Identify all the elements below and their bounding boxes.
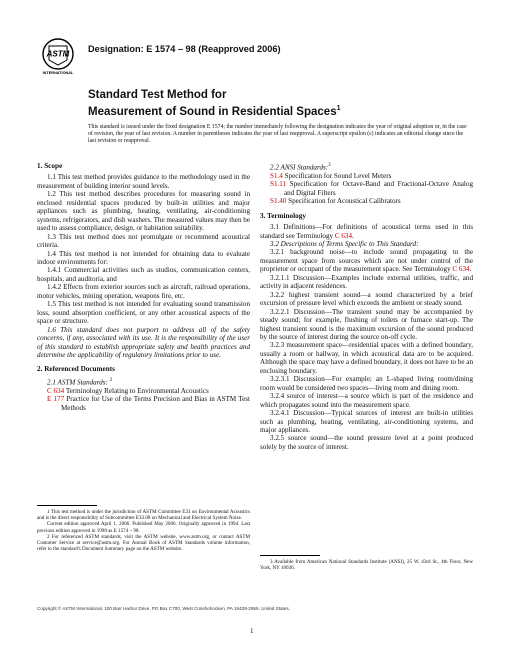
para-1-4-1: 1.4.1 Commercial activities such as studios, communication centers, hospitals, and auditoria, and [37, 266, 250, 283]
document-title [88, 89, 341, 119]
ansi-s1-4: S1.4 Specification for Sound Level Meters [270, 171, 392, 180]
link-s1-11[interactable]: S1.11 [270, 180, 287, 189]
link-s1-40[interactable]: S1.40 [270, 197, 287, 206]
footnote-1: 1 This test method is under the jurisdiction of ASTM Committee E33 on Environmental Acoustics and is the direct responsibility of Subcommittee E33.08 on Mechanical and Electrical System Noise. [37, 509, 250, 522]
title-line-2: Measurement of Sound in Residential Spaces$^1$ [88, 105, 341, 118]
astm-logo-graphic [40, 38, 76, 76]
ansi-s1-40: S1.40 Specification for Acoustical Calibrators [270, 197, 401, 206]
para-3-2-1: 3.2.1 background noise—to include sound propagating to the measurement space from sources which are not under control of the proprietor or occupant of the measurement space. See Terminology C 634. [260, 248, 473, 274]
reference-e177: E 177 Practice for Use of the Terms Precision and Bias in ASTM Test Methods [47, 395, 250, 412]
link-c634[interactable]: C 634 [47, 386, 65, 395]
para-1-5: 1.5 This test method is not intended for evaluating sound transmission loss, sound absorption coefficient, or any other acoustical aspects of the space or structure. [37, 300, 250, 326]
para-2-2: 2.2 ANSI Standards:$^3$ [270, 163, 331, 172]
para-3-2-2-1: 3.2.2.1 Discussion—The transient sound may be accompanied by steady sound; for example, flushing of toilets or furnace start-up. The highest transient sound is the maximum excursion of the sound produced by the source of interest during the source on-off cycle. [260, 307, 473, 341]
right-column [260, 162, 473, 451]
para-1-2: 1.2 This test method describes procedures for measuring sound in enclosed residential spaces produced by built-in utilities and major appliances such as plumbing, heating, ventilating, air-conditioning systems, refrigerators, and dish washers. The measured values may then be used to assess compliance, design, or habitation suitability. [37, 190, 250, 233]
para-1-1: 1.1 This test method provides guidance to the methodology used in the measurement of building interior sound levels. [37, 173, 250, 190]
ansi-s1-11: S1.11 Specification for Octave-Band and Fractional-Octave Analog and Digital Filters [270, 180, 473, 197]
scope-heading: 1. Scope [37, 162, 63, 170]
para-3-2-2: 3.2.2 highest transient sound—a sound characterized by a brief excursion of pressure level which exceeds the ambient or steady sound. [260, 290, 473, 308]
link-c634-3-2-1[interactable]: C 634 [452, 265, 470, 274]
para-3-2-5: 3.2.5 source sound—the sound pressure level at a point produced solely by the source of interest. [260, 434, 473, 451]
left-column [37, 162, 250, 412]
para-2-1: 2.1 ASTM Standards: $^2$ [47, 377, 113, 387]
issued-note: This standard is issued under the fixed designation E 1574; the number immediately following the designation indicates the year of original adoption or, in the case of revision, the year of last revision. A number in parentheses indicates the year of last reapproval. A superscript epsilon (ε) indicates an editorial change since the last revision or reapproval. [88, 124, 467, 145]
link-c634-3-1[interactable]: C 634 [334, 231, 352, 240]
para-1-6: 1.6 This standard does not purport to address all of the safety concerns, if any, associated with its use. It is the responsibility of the user of this standard to establish appropriate safety and health practices and determine the applicability of regulatory limitations prior to use. [37, 325, 250, 359]
para-3-2-4-1: 3.2.4.1 Discussion—Typical sources of interest are built-in utilities such as plumbing, heating, ventilating, air-conditioning systems, and major appliances. [260, 409, 473, 434]
footnote-rule-right [260, 555, 320, 556]
designation: Designation: E 1574 – 98 (Reapproved 2006) [88, 44, 281, 54]
copyright-line: Copyright © ASTM International, 100 Barr Harbor Drive, PO Box C700, West Conshohocken, PA 19428-2959, United States. [37, 606, 290, 611]
svg-text:INTERNATIONAL: INTERNATIONAL [42, 71, 74, 75]
para-3-2-4: 3.2.4 source of interest—a source which is part of the residence and which propagates sound into the measurement space. [260, 392, 473, 409]
footnote-1-edition: Current edition approved April 1, 2006. Published May 2006. Originally approved in 1994. Last previous edition approved in 1998 as E 1574 – 98. [37, 521, 250, 534]
title-line-1: Standard Test Method for [88, 89, 227, 101]
footnote-rule-left [37, 505, 97, 506]
link-e177[interactable]: E 177 [47, 395, 65, 404]
title-footnote-mark: 1 [336, 105, 341, 112]
link-s1-4[interactable]: S1.4 [270, 171, 283, 180]
page-number: 1 [250, 627, 254, 635]
para-3-1: 3.1 Definitions—For definitions of acoustical terms used in this standard see Terminology C 634. [260, 223, 473, 240]
footnotes-right [260, 559, 473, 571]
svg-text:ASTM: ASTM [46, 49, 70, 59]
footnotes-left [37, 509, 250, 552]
footnote-3: 3 Available from American National Standards Institute (ANSI), 25 W. 43rd St., 4th Floor, New York, NY 10036. [260, 559, 473, 572]
para-3-2-3: 3.2.3 measurement space—residential spaces with a defined boundary, usually a room or hallway, in which acoustical data are to be acquired. Although the space may have a defined boundary, it does not have to be an enclosing boundary. [260, 341, 473, 375]
reference-c634: C 634 Terminology Relating to Environmental Acoustics [47, 386, 209, 395]
para-1-4: 1.4 This test method is not intended for obtaining data to evaluate indoor environments for: [37, 249, 250, 266]
para-1-3: 1.3 This test method does not promulgate or recommend acoustical criteria. [37, 232, 250, 250]
para-1-4-2: 1.4.2 Effects from exterior sources such as aircraft, railroad operations, motor vehicles, mining operation, weapons fire, etc. [37, 283, 250, 300]
referenced-documents-heading: 2. Referenced Documents [37, 365, 115, 374]
astm-logo [40, 38, 76, 76]
footnote-2: 2 For referenced ASTM standards, visit the ASTM website, www.astm.org, or contact ASTM Customer Service at service@astm.org. For Annual Book of ASTM Standards volume information, refer to the standard's Document Summary page on the ASTM website. [37, 533, 250, 553]
para-3-2-1-1: 3.2.1.1 Discussion—Examples include external utilities, traffic, and activity in adjacent residences. [260, 273, 473, 291]
para-3-2-3-1: 3.2.3.1 Discussion—For example; an L-shaped living room/dining room would be considered two spaces—living room and dining room. [260, 375, 473, 392]
para-3-2: 3.2 Descriptions of Terms Specific to This Standard: [270, 239, 419, 248]
terminology-heading: 3. Terminology [260, 211, 306, 220]
